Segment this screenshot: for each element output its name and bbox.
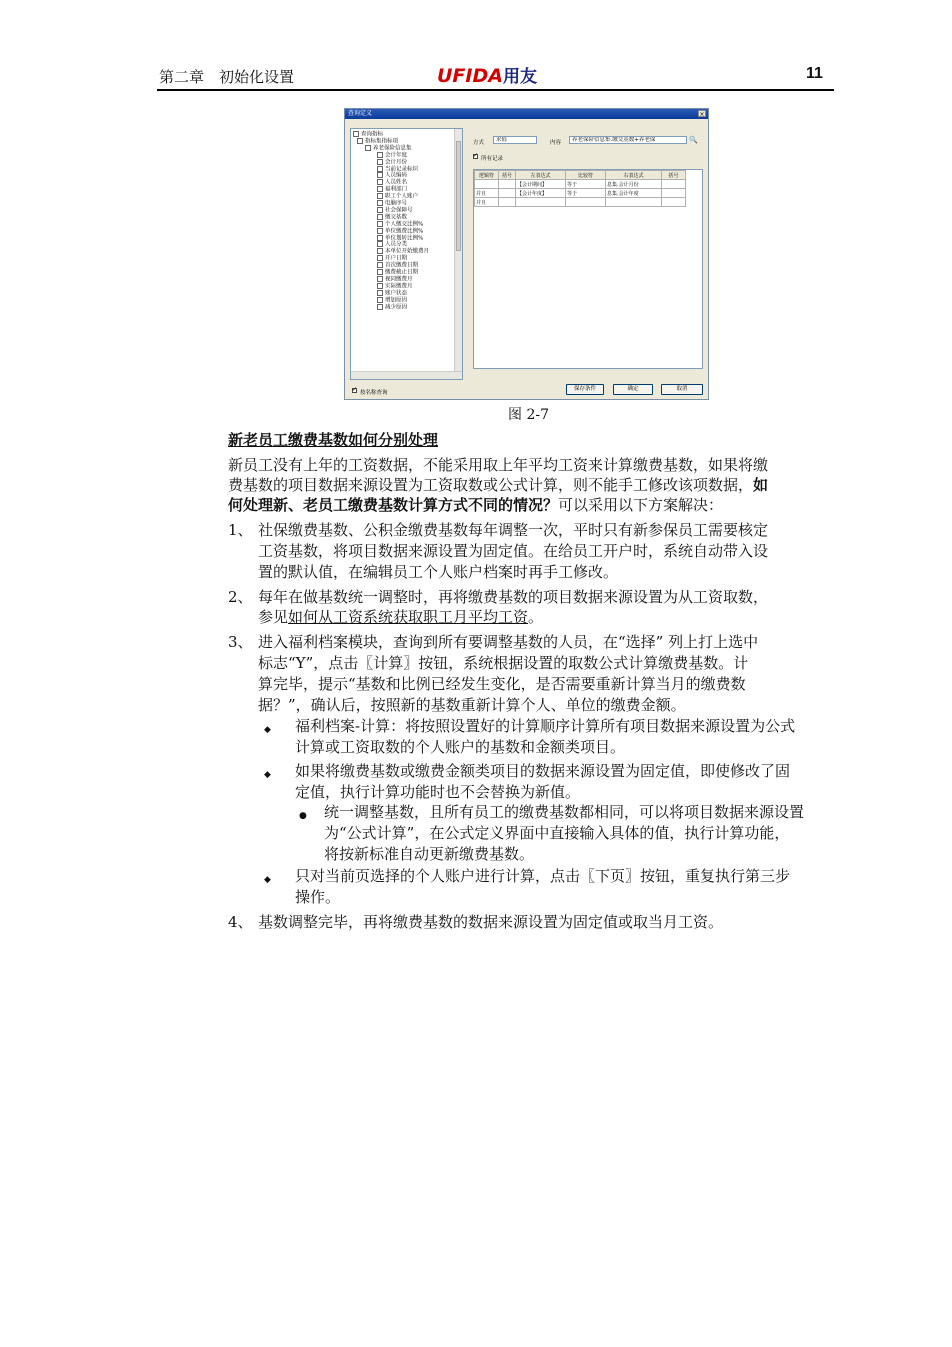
grid-cell[interactable]	[499, 189, 516, 198]
para-line	[228, 495, 723, 515]
item-line: 算完毕，提示“基数和比例已经发生变化，是否需要重新计算当月的缴费数	[258, 675, 746, 693]
grid-cell[interactable]	[566, 198, 606, 207]
diamond-bullet-icon: ◆	[264, 725, 271, 735]
scroll-thumb[interactable]	[456, 141, 461, 251]
tree-item-label: 实际缴费月	[385, 283, 413, 290]
grid-cell[interactable]: 【会计期间】	[516, 180, 566, 189]
para-bold: 如	[753, 476, 769, 494]
item-line: 社保缴费基数、公积金缴费基数每年调整一次，平时只有新参保员工需要核定	[258, 521, 769, 539]
tree-item[interactable]	[377, 152, 407, 159]
tree-item-label: 缴费截止日期	[385, 269, 419, 276]
tree-item[interactable]	[377, 207, 413, 214]
item-line: 每年在做基数统一调整时，再将缴费基数的项目数据来源设置为从工资取数，	[258, 588, 769, 606]
grid-row[interactable]	[475, 180, 686, 189]
search-icon[interactable]: 🔍	[689, 136, 698, 144]
condition-table	[474, 170, 686, 207]
logo-brand: UFIDA	[437, 65, 503, 87]
grid-cell[interactable]	[516, 198, 566, 207]
field-icon	[377, 221, 383, 227]
item-text: 。	[528, 608, 544, 626]
field-icon	[377, 248, 383, 254]
tree-item-label: 电脑序号	[385, 200, 408, 207]
tree-item[interactable]	[377, 159, 407, 166]
grid-cell[interactable]	[662, 198, 686, 207]
para-bold-question: 何处理新、老员工缴费基数计算方式不同的情况？	[228, 496, 559, 514]
grid-cell[interactable]: 等于	[566, 180, 606, 189]
tree-item[interactable]	[377, 179, 407, 186]
tree-item-label: 职工个人账户	[385, 193, 419, 200]
grid-row[interactable]	[475, 189, 686, 198]
tree-item-label: 人员分类	[385, 241, 408, 248]
header-rule	[157, 89, 834, 91]
para-line: 新员工没有上年的工资数据，不能采用取上年平均工资来计算缴费基数，如果将缴	[228, 456, 769, 474]
grid-cell[interactable]	[499, 198, 516, 207]
dialog-title: 查询定义	[345, 109, 708, 119]
tree-item[interactable]	[377, 166, 418, 173]
ok-button[interactable]: 确定	[613, 384, 653, 395]
content-label: 内容	[550, 140, 562, 146]
tree-item-label: 人员编码	[385, 172, 408, 179]
sub-item-line: 只对当前页选择的个人账户进行计算，点击〖下页〗按钮，重复执行第三步	[295, 867, 791, 885]
field-icon	[377, 172, 383, 178]
grid-cell[interactable]: 【会计年度】	[516, 189, 566, 198]
folder-icon	[357, 138, 363, 144]
tree-item[interactable]	[377, 228, 423, 235]
tree-item[interactable]	[377, 186, 407, 193]
tree-item[interactable]	[377, 255, 407, 262]
item-line: 置的默认值，在编辑员工个人账户档案时再手工修改。	[258, 563, 619, 581]
tree-item[interactable]	[377, 283, 413, 290]
grid-column-header: 括号	[662, 171, 686, 180]
sub-item-line: 福利档案-计算：将按照设置好的计算顺序计算所有项目数据来源设置为公式	[295, 717, 796, 735]
item-number: 4、	[228, 913, 253, 931]
field-icon	[377, 290, 383, 296]
grid-cell[interactable]: 息集.会计月份	[606, 180, 662, 189]
tree-item-label: 个人缴交比例%	[385, 221, 424, 228]
tree-item-label: 人员姓名	[385, 179, 408, 186]
tree-item[interactable]	[377, 221, 423, 228]
tree-item-label: 养老保险信息集	[373, 145, 412, 152]
indicator-tree[interactable]	[350, 128, 463, 380]
field-icon	[377, 255, 383, 261]
tree-item[interactable]	[377, 269, 418, 276]
field-icon	[377, 297, 383, 303]
grid-cell[interactable]	[662, 189, 686, 198]
tree-horizontal-scrollbar[interactable]	[351, 371, 462, 379]
field-icon	[377, 304, 383, 310]
field-icon	[377, 214, 383, 220]
tree-item[interactable]	[377, 276, 413, 283]
item-number: 3、	[228, 633, 253, 651]
tree-item[interactable]	[377, 290, 407, 297]
by-name-checkbox[interactable]	[352, 388, 357, 393]
folder-icon	[365, 145, 371, 151]
chapter-title: 第二章 初始化设置	[159, 68, 295, 86]
item-line: 据？”，确认后，按照新的基数重新计算个人、单位的缴费金额。	[258, 696, 686, 714]
tree-item[interactable]	[365, 145, 412, 152]
tree-item[interactable]	[377, 200, 407, 207]
page-number: 11	[806, 65, 823, 82]
tree-item[interactable]	[377, 304, 407, 311]
item-line	[258, 607, 543, 627]
content-field[interactable]: 养老保险信息集.缴交基数+养老保	[569, 136, 687, 144]
tree-item-label: 缴交基数	[385, 214, 408, 221]
field-icon	[377, 262, 383, 268]
field-icon	[377, 207, 383, 213]
item-number: 1、	[228, 521, 253, 539]
field-icon	[377, 152, 383, 158]
field-icon	[377, 200, 383, 206]
tree-item-label: 当前记录标识	[385, 166, 419, 172]
tree-item-label: 开户日期	[385, 255, 408, 262]
para-line	[228, 475, 768, 495]
tree-item[interactable]	[357, 138, 398, 145]
para-text: 费基数的项目数据来源设置为工资取数或公式计算，则不能手工修改该项数据，	[228, 476, 754, 494]
grid-cell[interactable]	[475, 180, 499, 189]
sub-item-line: 定值，执行计算功能时也不会替换为新值。	[295, 783, 581, 801]
sub-sub-item-line: 将按新标准自动更新缴费基数。	[324, 845, 535, 863]
tree-item[interactable]	[377, 248, 429, 255]
field-icon	[377, 179, 383, 185]
field-icon	[377, 241, 383, 247]
tree-item-label: 增加原因	[385, 297, 408, 304]
tree-item[interactable]	[377, 172, 407, 179]
query-definition-dialog	[344, 108, 709, 400]
sub-sub-item-line: 统一调整基数，且所有员工的缴费基数都相同，可以将项目数据来源设置	[324, 803, 805, 821]
tree-item-label: 单位划转比例%	[385, 235, 424, 241]
grid-cell[interactable]	[662, 180, 686, 189]
field-icon	[377, 235, 383, 241]
item-line: 标志“Y”，点击〖计算〗按钮，系统根据设置的取数公式计算缴费基数。计	[258, 654, 749, 672]
field-icon	[377, 193, 383, 199]
sub-item-line: 操作。	[295, 888, 341, 906]
field-icon	[377, 283, 383, 289]
tree-vertical-scrollbar[interactable]	[454, 129, 462, 373]
tree-item-label: 减少原因	[385, 304, 408, 310]
all-records-checkbox[interactable]	[473, 154, 478, 159]
method-label: 方式	[473, 140, 485, 146]
tree-item-label: 视同缴费月	[385, 276, 413, 283]
grid-cell[interactable]: 息集.会计年度	[606, 189, 662, 198]
tree-item-label: 会计年度	[385, 152, 408, 159]
cancel-button[interactable]: 取消	[661, 384, 703, 395]
grid-cell[interactable]: 并且	[475, 198, 499, 207]
tree-item[interactable]	[377, 193, 418, 200]
field-icon	[377, 276, 383, 282]
field-icon	[377, 159, 383, 165]
grid-row[interactable]	[475, 198, 686, 207]
para-text: 可以采用以下方案解决：	[558, 496, 724, 514]
field-icon	[377, 269, 383, 275]
tree-item-label: 社会保障号	[385, 207, 413, 214]
close-icon[interactable]: ×	[699, 111, 705, 118]
logo-brand-cn: 用友	[502, 67, 537, 87]
grid-column-header: 右表达式	[606, 171, 662, 180]
tree-item-label: 指标集指标项	[365, 138, 399, 145]
figure-caption: 图 2-7	[508, 407, 549, 423]
section-title: 新老员工缴费基数如何分别处理	[228, 431, 439, 449]
grid-column-header: 逻辑符	[475, 171, 499, 180]
item-number: 2、	[228, 588, 253, 606]
diamond-bullet-icon: ◆	[264, 875, 271, 885]
tree-item-label: 本单位开始缴费月	[385, 248, 430, 255]
tree-item-label: 单位缴费比例%	[385, 228, 424, 235]
ufida-logo	[437, 62, 537, 87]
tree-item-label: 账户状态	[385, 290, 408, 297]
field-icon	[377, 186, 383, 192]
tree-item[interactable]	[377, 262, 418, 269]
tree-item-label: 会计月份	[385, 159, 408, 166]
item-line: 进入福利档案模块，查询到所有要调整基数的人员，在“选择” 列上打上选中	[258, 633, 759, 651]
field-icon	[377, 228, 383, 234]
grid-column-header: 括号	[499, 171, 516, 180]
by-name-label: 按名称查询	[360, 390, 388, 396]
salary-link[interactable]: 如何从工资系统获取职工月平均工资	[288, 608, 529, 626]
grid-cell[interactable]: 等于	[566, 189, 606, 198]
field-icon	[377, 166, 383, 172]
dot-bullet-icon: ●	[299, 811, 307, 821]
sub-item-line: 计算或工资取数的个人账户的基数和金额类项目。	[295, 738, 626, 756]
tree-item[interactable]	[377, 297, 407, 304]
tree-item[interactable]	[377, 214, 407, 221]
grid-cell[interactable]: 并且	[475, 189, 499, 198]
item-text: 参见	[258, 608, 289, 626]
grid-column-header: 比较符	[566, 171, 606, 180]
tree-item-label: 福利部门	[385, 186, 408, 193]
item-line: 基数调整完毕，再将缴费基数的数据来源设置为固定值或取当月工资。	[258, 913, 724, 931]
grid-cell[interactable]	[499, 180, 516, 189]
all-records-label: 所有记录	[481, 156, 504, 162]
diamond-bullet-icon: ◆	[264, 770, 271, 780]
sub-sub-item-line: 为“公式计算”，在公式定义界面中直接输入具体的值，执行计算功能，	[324, 824, 790, 842]
item-line: 工资基数，将项目数据来源设置为固定值。在给员工开户时，系统自动带入设	[258, 542, 769, 560]
save-condition-button[interactable]: 保存条件	[566, 384, 604, 395]
tree-item-label: 查询指标	[361, 131, 384, 138]
grid-header-row	[475, 171, 686, 180]
condition-grid[interactable]	[473, 169, 703, 369]
tree-item[interactable]	[353, 131, 383, 138]
method-select[interactable]: 求值	[493, 136, 537, 144]
tree-item[interactable]	[377, 235, 423, 242]
tree-item-label: 首次缴费日期	[385, 262, 419, 269]
sub-item-line: 如果将缴费基数或缴费金额类项目的数据来源设置为固定值，即使修改了固	[295, 762, 791, 780]
tree-item[interactable]	[377, 241, 407, 248]
grid-column-header: 左表达式	[516, 171, 566, 180]
grid-cell[interactable]	[606, 198, 662, 207]
folder-icon	[353, 131, 359, 137]
